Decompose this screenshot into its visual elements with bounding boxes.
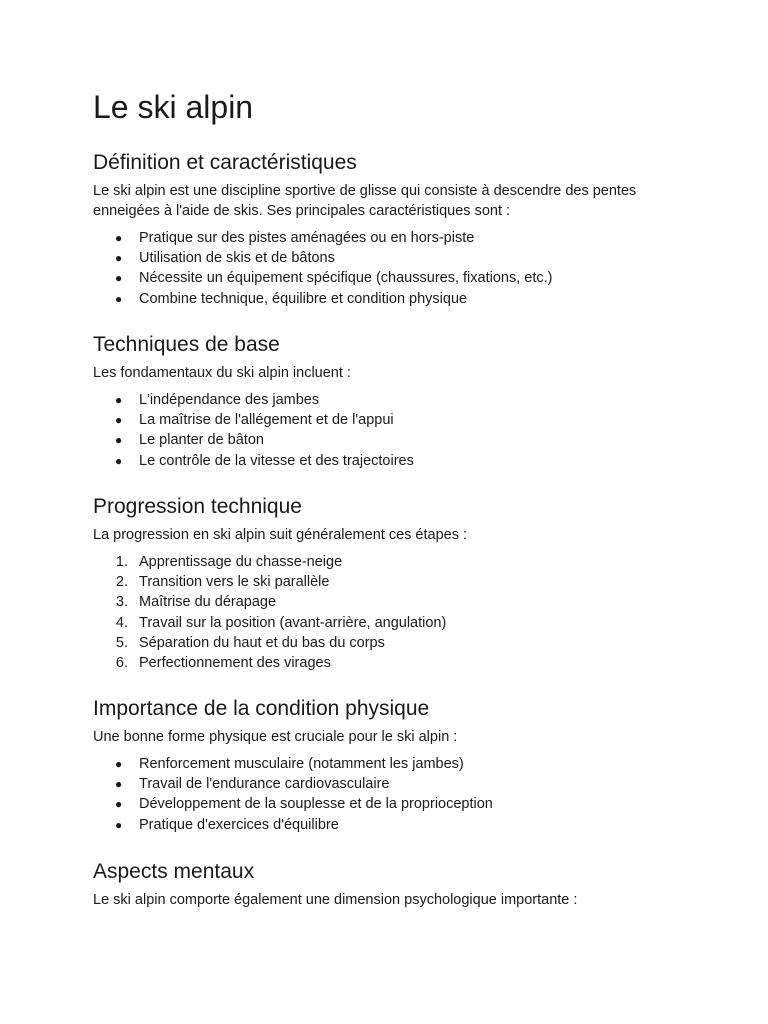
list-item-text: Nécessite un équipement spécifique (chaussures, fixations, etc.) [139,270,553,287]
list-item [93,592,693,612]
list-number: 4. [115,614,128,631]
section-condition-physique [93,695,693,835]
section-heading: Définition et caractéristiques [93,151,357,174]
list-item-text: Transition vers le ski parallèle [139,574,330,591]
list-item-text: Travail de l'endurance cardiovasculaire [139,776,390,793]
bullet-icon: ● [115,291,123,306]
bullet-icon: ● [115,271,123,286]
bullet-icon: ● [115,453,123,468]
list-item-text: Pratique d'exercices d'équilibre [139,816,339,833]
list-item [93,289,693,309]
list-item-text: Travail sur la position (avant-arrière, angulation) [139,614,447,631]
list-item-text: Séparation du haut et du bas du corps [139,634,385,651]
list-item [93,552,693,572]
list-number: 3. [115,594,128,611]
bullet-list [93,228,693,309]
section-intro: Les fondamentaux du ski alpin incluent : [93,365,351,381]
numbered-list [93,552,693,673]
list-item [93,754,693,774]
bullet-icon: ● [115,817,123,832]
list-item [93,268,693,288]
list-item [93,228,693,248]
bullet-list [93,754,693,835]
list-item-text: Perfectionnement des virages [139,655,331,672]
section-intro: Le ski alpin comporte également une dimension psychologique importante : [93,892,578,908]
list-item [93,613,693,633]
list-item-text: La maîtrise de l'allégement et de l'appui [139,412,394,429]
list-item-text: Pratique sur des pistes aménagées ou en hors-piste [139,230,475,246]
bullet-icon: ● [115,777,123,792]
list-item-text: Apprentissage du chasse-neige [139,554,343,570]
document-title: Le ski alpin [93,89,254,125]
list-item [93,451,693,471]
list-item [93,410,693,430]
list-item [93,248,693,268]
list-item [93,430,693,450]
section-heading: Aspects mentaux [93,860,255,883]
section-definition [93,149,693,309]
section-progression [93,493,693,673]
list-number: 2. [115,574,128,591]
list-item [93,815,693,835]
section-heading: Importance de la condition physique [93,697,430,720]
section-intro: Une bonne forme physique est cruciale pour le ski alpin : [93,729,458,745]
bullet-icon: ● [115,231,123,245]
list-item-text: Développement de la souplesse et de la proprioception [139,796,493,813]
list-item [93,572,693,592]
list-item [93,774,693,794]
list-item-text: Le contrôle de la vitesse et des trajectoires [139,452,414,469]
list-item [93,633,693,653]
list-item-text: Le planter de bâton [139,432,264,449]
list-item-text: Utilisation de skis et de bâtons [139,250,335,267]
list-number: 5. [115,634,128,651]
bullet-icon: ● [115,433,123,448]
list-item-text: Renforcement musculaire (notamment les jambes) [139,756,464,772]
bullet-icon: ● [115,413,123,428]
list-item [93,653,693,673]
section-intro: Le ski alpin est une discipline sportive de glisse qui consiste à descendre des pentes enneigées à l'aide de skis. Ses principales caractéristiques sont : [93,183,637,219]
section-aspects-mentaux [93,858,693,910]
list-number: 1. [115,554,128,570]
section-intro: La progression en ski alpin suit généralement ces étapes : [93,527,467,543]
bullet-list [93,390,693,471]
list-item [93,390,693,410]
list-item-text: Combine technique, équilibre et condition physique [139,290,468,307]
bullet-icon: ● [115,797,123,812]
list-item-text: Maîtrise du dérapage [139,594,277,611]
list-number: 6. [115,655,128,672]
list-item [93,794,693,814]
bullet-icon: ● [115,757,123,771]
section-heading: Progression technique [93,495,302,518]
section-heading: Techniques de base [93,333,280,356]
list-item-text: L'indépendance des jambes [139,392,320,408]
bullet-icon: ● [115,251,123,266]
bullet-icon: ● [115,393,123,407]
section-techniques [93,331,693,471]
